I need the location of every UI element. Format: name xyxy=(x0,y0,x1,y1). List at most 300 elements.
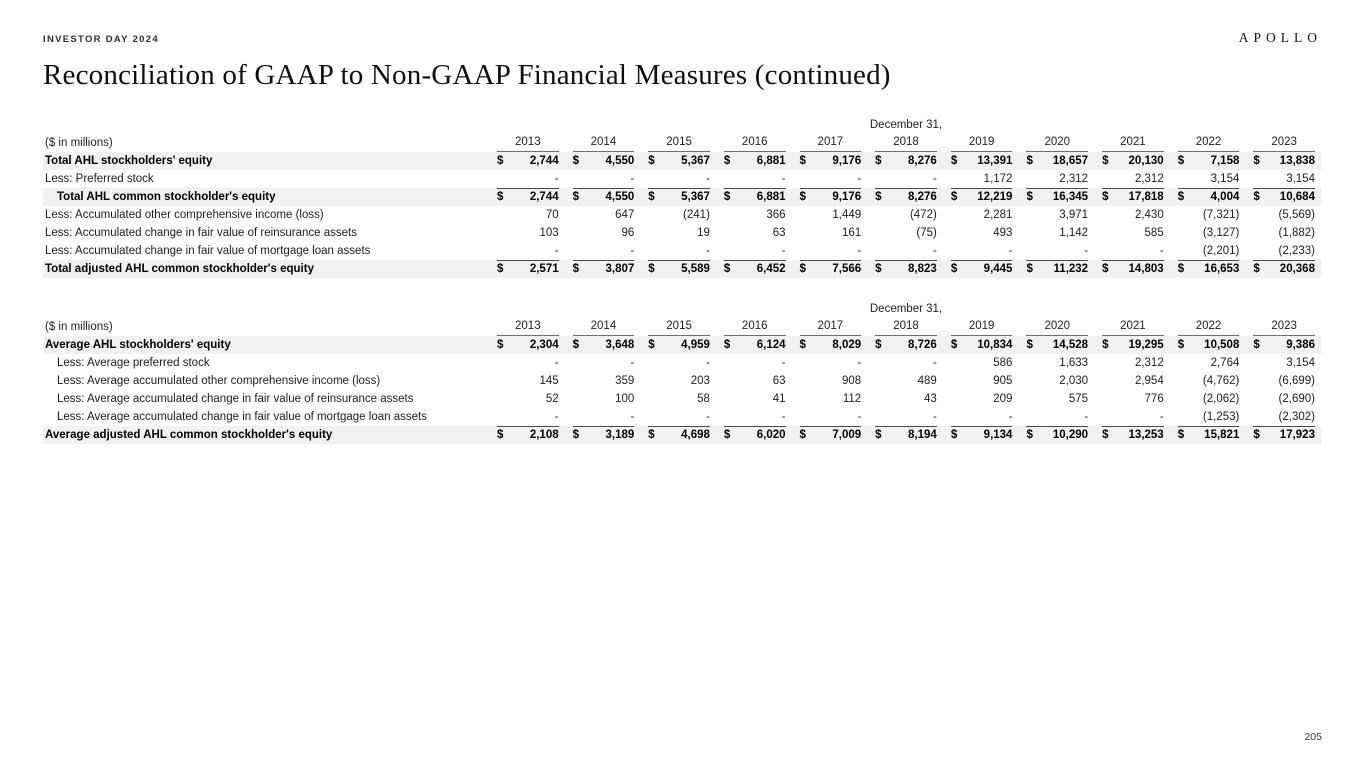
value-cell-inner xyxy=(1178,354,1240,372)
year-column-header xyxy=(1019,318,1095,336)
cell-value: 905 xyxy=(993,375,1013,387)
dollar-sign: $ xyxy=(950,429,958,441)
value-cell-inner xyxy=(800,188,862,205)
value-cell xyxy=(717,188,793,206)
value-cell xyxy=(1095,188,1171,206)
cell-value: 3,154 xyxy=(1210,173,1240,185)
cell-value: 8,726 xyxy=(908,339,937,351)
dollar-sign: $ xyxy=(1177,339,1185,351)
cell-value: 10,508 xyxy=(1204,339,1240,351)
value-cell-inner xyxy=(648,152,710,170)
year-label: 2018 xyxy=(875,134,937,152)
value-cell xyxy=(1171,354,1247,372)
value-cell-inner xyxy=(951,170,1013,188)
value-cell xyxy=(566,188,642,206)
value-cell-inner xyxy=(1253,188,1315,205)
cell-value: 7,566 xyxy=(832,263,862,275)
cell-value: - xyxy=(781,411,786,423)
year-column-header xyxy=(490,318,566,336)
value-cell-inner xyxy=(1102,354,1164,372)
value-cell-inner xyxy=(1102,206,1164,224)
cell-value: 112 xyxy=(842,393,862,405)
value-cell xyxy=(1019,170,1095,188)
dollar-sign: $ xyxy=(723,263,731,275)
value-cell xyxy=(944,408,1020,426)
cell-value: 493 xyxy=(993,227,1013,239)
cell-value: 2,304 xyxy=(529,339,559,351)
dollar-sign: $ xyxy=(1177,263,1185,275)
table-row xyxy=(43,260,1322,278)
value-cell xyxy=(1246,206,1322,224)
page-title: Reconciliation of GAAP to Non-GAAP Financial Measures (continued) xyxy=(43,59,891,91)
value-cell xyxy=(1095,260,1171,278)
value-cell xyxy=(641,426,717,444)
dollar-sign: $ xyxy=(1102,155,1109,167)
value-cell-inner xyxy=(1178,152,1240,170)
value-cell-inner xyxy=(951,426,1013,443)
dollar-sign: $ xyxy=(1102,429,1109,441)
value-cell-inner xyxy=(648,242,710,260)
year-label: 2017 xyxy=(800,134,862,152)
value-cell xyxy=(490,390,566,408)
value-cell xyxy=(641,372,717,390)
dollar-sign: $ xyxy=(497,263,504,275)
value-cell xyxy=(868,242,944,260)
date-header-spacer xyxy=(43,116,490,134)
cell-value: 4,959 xyxy=(681,339,710,351)
year-label: 2019 xyxy=(951,318,1013,336)
value-cell-inner xyxy=(724,372,786,390)
cell-value: - xyxy=(706,357,710,369)
value-cell xyxy=(566,354,642,372)
value-cell-inner xyxy=(875,372,937,390)
value-cell xyxy=(1095,206,1171,224)
dollar-sign: $ xyxy=(497,339,504,351)
dollar-sign: $ xyxy=(648,155,655,167)
value-cell-inner xyxy=(648,372,710,390)
value-cell-inner xyxy=(573,408,635,426)
cell-value: - xyxy=(857,411,862,423)
value-cell xyxy=(1246,188,1322,206)
value-cell-inner xyxy=(648,336,710,354)
value-cell-inner xyxy=(1178,242,1240,260)
value-cell-inner xyxy=(497,152,559,170)
row-label: Less: Average accumulated other comprehensive income (loss) xyxy=(57,375,381,387)
cell-value: (2,302) xyxy=(1278,411,1315,423)
dollar-sign: $ xyxy=(1026,191,1033,203)
value-cell-inner xyxy=(1026,224,1088,242)
value-cell xyxy=(868,354,944,372)
value-cell xyxy=(868,408,944,426)
value-cell-inner xyxy=(573,206,635,224)
cell-value: 8,029 xyxy=(832,339,862,351)
cell-value: (241) xyxy=(683,209,710,221)
value-cell xyxy=(490,408,566,426)
dollar-sign: $ xyxy=(572,191,580,203)
value-cell-inner xyxy=(875,224,937,242)
value-cell-inner xyxy=(800,426,862,443)
value-cell-inner xyxy=(1253,170,1315,188)
year-label: 2013 xyxy=(497,134,559,152)
value-cell xyxy=(566,390,642,408)
value-cell xyxy=(641,390,717,408)
value-cell xyxy=(1019,206,1095,224)
cell-value: - xyxy=(1008,411,1013,423)
value-cell-inner xyxy=(875,152,937,170)
value-cell-inner xyxy=(951,372,1013,390)
table-row xyxy=(43,354,1322,372)
date-header-row xyxy=(43,300,1322,318)
cell-value: 6,881 xyxy=(756,191,786,203)
value-cell-inner xyxy=(800,206,862,224)
value-cell xyxy=(793,336,869,354)
cell-value: - xyxy=(781,245,786,257)
value-cell xyxy=(641,260,717,278)
eyebrow-label: INVESTOR DAY 2024 xyxy=(43,34,159,45)
cell-value: 4,550 xyxy=(605,191,635,203)
cell-value: 8,276 xyxy=(908,191,937,203)
cell-value: 6,881 xyxy=(756,155,786,167)
cell-value: - xyxy=(932,411,937,423)
value-cell xyxy=(717,152,793,170)
value-cell xyxy=(490,260,566,278)
dollar-sign: $ xyxy=(648,429,655,441)
cell-value: (2,233) xyxy=(1278,245,1315,257)
cell-value: - xyxy=(630,173,635,185)
year-column-header xyxy=(1246,318,1322,336)
value-cell-inner xyxy=(1026,152,1088,170)
value-cell xyxy=(1246,242,1322,260)
value-cell-inner xyxy=(800,390,862,408)
cell-value: 11,232 xyxy=(1053,263,1089,275)
value-cell-inner xyxy=(951,354,1013,372)
year-label: 2014 xyxy=(573,318,635,336)
value-cell xyxy=(1019,224,1095,242)
value-cell-inner xyxy=(724,354,786,372)
cell-value: 19 xyxy=(697,227,710,239)
dollar-sign: $ xyxy=(723,339,731,351)
value-cell xyxy=(641,206,717,224)
value-cell-inner xyxy=(875,188,937,205)
value-cell-inner xyxy=(875,170,937,188)
cell-value: 489 xyxy=(917,375,937,387)
value-cell-inner xyxy=(497,206,559,224)
value-cell xyxy=(566,336,642,354)
value-cell xyxy=(490,188,566,206)
cell-value: - xyxy=(857,357,862,369)
value-cell-inner xyxy=(1102,390,1164,408)
cell-value: 647 xyxy=(615,209,635,221)
cell-value: 10,834 xyxy=(977,339,1013,351)
value-cell xyxy=(1095,372,1171,390)
cell-value: 13,391 xyxy=(977,155,1013,167)
cell-value: - xyxy=(1159,245,1164,257)
value-cell-inner xyxy=(875,206,937,224)
cell-value: - xyxy=(1084,245,1089,257)
year-label: 2019 xyxy=(951,134,1013,152)
value-cell xyxy=(490,224,566,242)
cell-value: 12,219 xyxy=(977,191,1013,203)
dollar-sign: $ xyxy=(1253,155,1260,167)
value-cell-inner xyxy=(1026,206,1088,224)
value-cell xyxy=(1246,408,1322,426)
value-cell-inner xyxy=(1102,224,1164,242)
value-cell xyxy=(1095,390,1171,408)
value-cell xyxy=(566,152,642,170)
dollar-sign: $ xyxy=(1102,263,1109,275)
value-cell-inner xyxy=(1102,336,1164,354)
cell-value: - xyxy=(630,245,635,257)
value-cell xyxy=(1095,224,1171,242)
value-cell-inner xyxy=(1253,242,1315,260)
cell-value: 9,386 xyxy=(1286,339,1315,351)
year-column-header xyxy=(717,318,793,336)
value-cell xyxy=(793,188,869,206)
value-cell xyxy=(1246,426,1322,444)
dollar-sign: $ xyxy=(497,155,504,167)
cell-value: - xyxy=(857,173,862,185)
value-cell xyxy=(1246,390,1322,408)
cell-value: - xyxy=(554,411,559,423)
value-cell-inner xyxy=(724,426,786,443)
value-cell xyxy=(944,170,1020,188)
value-cell xyxy=(1019,426,1095,444)
cell-value: - xyxy=(1084,411,1089,423)
value-cell-inner xyxy=(497,426,559,443)
value-cell-inner xyxy=(800,152,862,170)
top-bar xyxy=(43,30,1322,46)
dollar-sign: $ xyxy=(950,155,958,167)
year-label: 2018 xyxy=(875,318,937,336)
year-label: 2023 xyxy=(1253,134,1315,152)
year-column-header xyxy=(641,318,717,336)
cell-value: 43 xyxy=(924,393,937,405)
value-cell xyxy=(868,372,944,390)
cell-value: 9,134 xyxy=(983,429,1013,441)
value-cell-inner xyxy=(1253,408,1315,426)
value-cell xyxy=(1095,152,1171,170)
value-cell-inner xyxy=(573,188,635,205)
year-label: 2013 xyxy=(497,318,559,336)
row-label: Average adjusted AHL common stockholder's equity xyxy=(45,429,333,441)
value-cell xyxy=(793,152,869,170)
year-column-header xyxy=(944,318,1020,336)
value-cell xyxy=(944,152,1020,170)
value-cell-inner xyxy=(573,336,635,354)
value-cell xyxy=(717,224,793,242)
year-label: 2015 xyxy=(648,134,710,152)
value-cell xyxy=(793,408,869,426)
year-column-header xyxy=(793,318,869,336)
value-cell xyxy=(1171,336,1247,354)
value-cell-inner xyxy=(1102,260,1164,277)
value-cell xyxy=(1171,372,1247,390)
cell-value: 3,154 xyxy=(1286,173,1315,185)
value-cell-inner xyxy=(800,224,862,242)
cell-value: (472) xyxy=(909,209,937,221)
cell-value: - xyxy=(1008,245,1013,257)
value-cell-inner xyxy=(1253,206,1315,224)
value-cell-inner xyxy=(497,170,559,188)
value-cell xyxy=(717,170,793,188)
value-cell-inner xyxy=(875,426,937,443)
cell-value: - xyxy=(932,245,937,257)
value-cell xyxy=(490,354,566,372)
dollar-sign: $ xyxy=(875,155,882,167)
cell-value: 10,290 xyxy=(1052,429,1089,441)
cell-value: 2,764 xyxy=(1210,357,1240,369)
value-cell xyxy=(1246,224,1322,242)
value-cell-inner xyxy=(648,206,710,224)
value-cell xyxy=(1095,408,1171,426)
apollo-logo: APOLLO xyxy=(1238,30,1322,45)
value-cell-inner xyxy=(800,372,862,390)
cell-value: - xyxy=(1159,411,1164,423)
value-cell-inner xyxy=(951,152,1013,170)
unit-label: ($ in millions) xyxy=(45,321,113,333)
value-cell xyxy=(1171,206,1247,224)
december-31-header: December 31, xyxy=(869,303,943,315)
year-label: 2016 xyxy=(724,134,786,152)
value-cell xyxy=(490,372,566,390)
value-cell xyxy=(490,206,566,224)
value-cell xyxy=(1171,426,1247,444)
december-31-header: December 31, xyxy=(869,119,943,131)
table-row xyxy=(43,188,1322,206)
year-label: 2022 xyxy=(1178,318,1240,336)
value-cell xyxy=(1095,354,1171,372)
value-cell xyxy=(717,260,793,278)
row-label: Less: Average preferred stock xyxy=(57,357,210,369)
cell-value: 2,744 xyxy=(529,191,559,203)
value-cell-inner xyxy=(648,260,710,277)
value-cell xyxy=(641,242,717,260)
cell-value: 6,452 xyxy=(756,263,786,275)
value-cell xyxy=(944,224,1020,242)
value-cell-inner xyxy=(497,336,559,354)
value-cell xyxy=(566,170,642,188)
value-cell-inner xyxy=(1253,426,1315,443)
value-cell xyxy=(1019,336,1095,354)
financial-table-2 xyxy=(43,300,1322,444)
dollar-sign: $ xyxy=(950,339,958,351)
value-cell xyxy=(793,224,869,242)
value-cell-inner xyxy=(1026,188,1088,205)
value-cell-inner xyxy=(573,170,635,188)
value-cell xyxy=(717,354,793,372)
cell-value: 161 xyxy=(841,227,862,239)
value-cell xyxy=(1246,354,1322,372)
value-cell xyxy=(641,152,717,170)
year-label: 2020 xyxy=(1026,134,1088,152)
value-cell-inner xyxy=(573,426,635,443)
value-cell xyxy=(868,260,944,278)
table-row xyxy=(43,152,1322,170)
value-cell xyxy=(566,372,642,390)
cell-value: 19,295 xyxy=(1128,339,1164,351)
cell-value: 5,367 xyxy=(681,191,710,203)
value-cell xyxy=(566,242,642,260)
year-column-header xyxy=(1095,134,1171,152)
value-cell xyxy=(1171,260,1247,278)
cell-value: - xyxy=(706,173,710,185)
cell-value: - xyxy=(630,411,635,423)
value-cell-inner xyxy=(724,260,786,277)
cell-value: (2,690) xyxy=(1278,393,1315,405)
value-cell-inner xyxy=(1026,260,1088,277)
value-cell-inner xyxy=(648,354,710,372)
cell-value: 96 xyxy=(621,227,635,239)
dollar-sign: $ xyxy=(875,191,882,203)
cell-value: 4,550 xyxy=(605,155,635,167)
value-cell-inner xyxy=(573,152,635,170)
value-cell-inner xyxy=(875,336,937,354)
cell-value: 7,009 xyxy=(832,429,862,441)
year-column-header xyxy=(1171,134,1247,152)
value-cell-inner xyxy=(497,354,559,372)
value-cell xyxy=(1246,152,1322,170)
cell-value: 17,818 xyxy=(1128,191,1164,203)
dollar-sign: $ xyxy=(1177,155,1185,167)
value-cell xyxy=(793,354,869,372)
cell-value: 16,345 xyxy=(1052,191,1089,203)
value-cell xyxy=(1095,170,1171,188)
dollar-sign: $ xyxy=(1102,191,1109,203)
value-cell xyxy=(1019,372,1095,390)
table-row xyxy=(43,372,1322,390)
row-label: Less: Accumulated other comprehensive income (loss) xyxy=(45,209,324,221)
value-cell xyxy=(1171,390,1247,408)
dollar-sign: $ xyxy=(572,429,580,441)
year-label: 2016 xyxy=(724,318,786,336)
value-cell-inner xyxy=(1178,170,1240,188)
value-cell xyxy=(717,336,793,354)
value-cell xyxy=(1019,242,1095,260)
cell-value: 9,176 xyxy=(832,191,862,203)
value-cell-inner xyxy=(724,152,786,170)
dollar-sign: $ xyxy=(1102,339,1109,351)
cell-value: (6,699) xyxy=(1278,375,1315,387)
value-cell-inner xyxy=(800,170,862,188)
year-label: 2017 xyxy=(800,318,862,336)
value-cell xyxy=(944,188,1020,206)
row-label: Total AHL common stockholder's equity xyxy=(57,191,276,203)
cell-value: 2,108 xyxy=(529,429,559,441)
dollar-sign: $ xyxy=(1026,339,1033,351)
value-cell xyxy=(1019,152,1095,170)
cell-value: 16,653 xyxy=(1204,263,1240,275)
cell-value: 1,142 xyxy=(1059,227,1089,239)
year-column-header xyxy=(641,134,717,152)
dollar-sign: $ xyxy=(1253,263,1260,275)
dollar-sign: $ xyxy=(723,429,731,441)
cell-value: 2,571 xyxy=(529,263,559,275)
value-cell-inner xyxy=(1102,188,1164,205)
unit-label: ($ in millions) xyxy=(45,137,113,149)
value-cell xyxy=(641,408,717,426)
value-cell-inner xyxy=(724,242,786,260)
value-cell-inner xyxy=(573,354,635,372)
value-cell xyxy=(1019,408,1095,426)
cell-value: 5,589 xyxy=(681,263,710,275)
value-cell xyxy=(944,372,1020,390)
table-row xyxy=(43,390,1322,408)
value-cell-inner xyxy=(648,408,710,426)
dollar-sign: $ xyxy=(950,191,958,203)
value-cell xyxy=(868,188,944,206)
financial-table-1 xyxy=(43,116,1322,278)
value-cell xyxy=(1095,426,1171,444)
